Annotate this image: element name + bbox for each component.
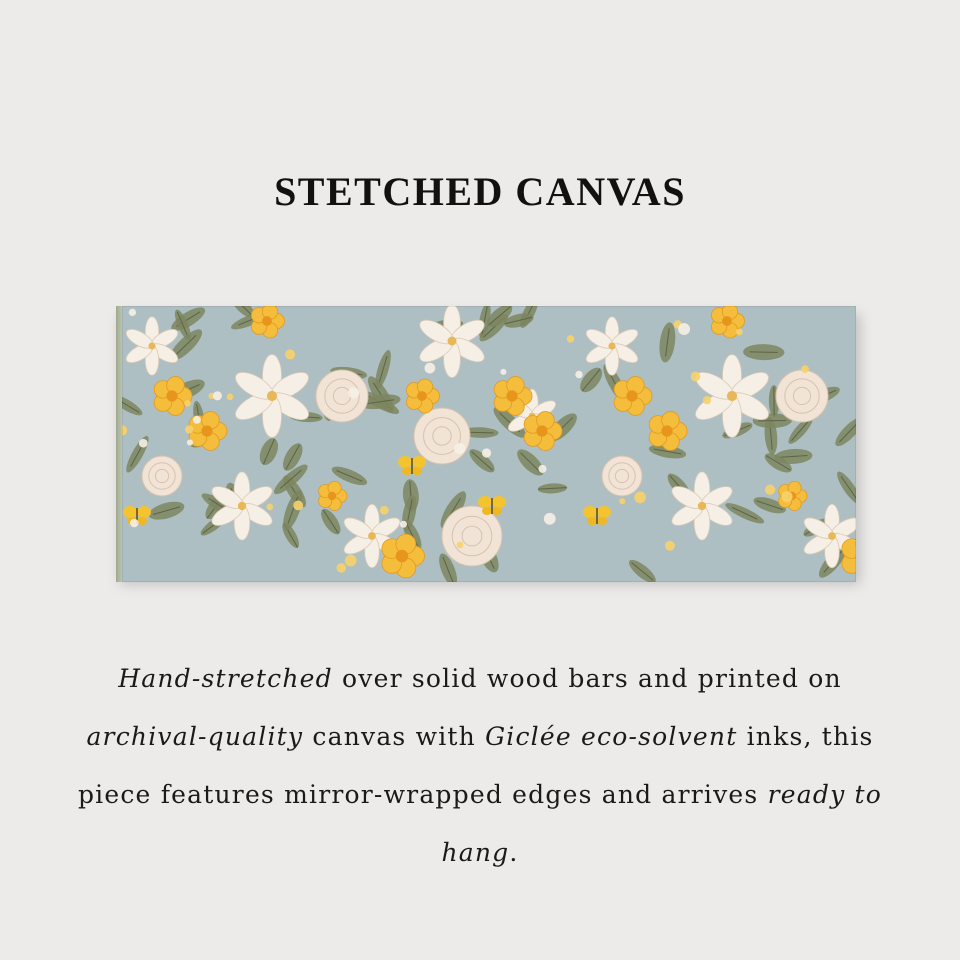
desc-text-4: . [509, 838, 519, 867]
product-description [60, 650, 900, 882]
floral-pattern-svg [122, 306, 856, 582]
desc-archival-quality: archival-quality [86, 722, 304, 751]
canvas-product-image [116, 306, 856, 582]
floral-artwork [122, 306, 856, 582]
desc-text-1: over solid wood bars and printed on [332, 664, 842, 693]
desc-hand-stretched: Hand-stretched [118, 664, 333, 693]
page-title: STETCHED CANVAS [274, 169, 686, 214]
desc-giclee: Giclée eco-solvent [485, 722, 738, 751]
desc-text-3: inks, this piece features mirror-wrapped edges and arrives [77, 722, 874, 809]
desc-ready-to-hang: ready to hang [441, 780, 883, 867]
desc-text-2: canvas with [303, 722, 486, 751]
